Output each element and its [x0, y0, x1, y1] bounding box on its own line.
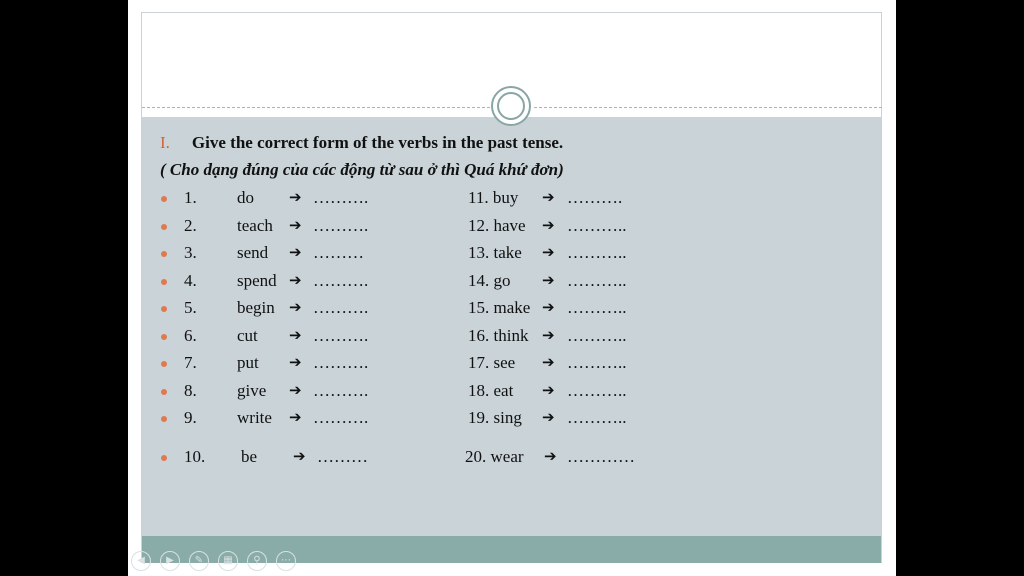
- item-number: 5.: [184, 298, 197, 317]
- answer-blank: ……….: [567, 188, 623, 207]
- bullet-icon: [161, 251, 167, 257]
- arrow-icon: ➔: [542, 353, 555, 371]
- arrow-icon: ➔: [289, 381, 302, 399]
- arrow-icon: ➔: [542, 188, 555, 206]
- exercise-row: [128, 408, 896, 432]
- arrow-icon: ➔: [544, 447, 557, 465]
- bullet-icon: [161, 416, 167, 422]
- arrow-icon: ➔: [542, 271, 555, 289]
- zoom-icon[interactable]: ⚲: [247, 551, 267, 571]
- item-number: 9.: [184, 408, 197, 427]
- item-number: 3.: [184, 243, 197, 262]
- item-right: 19. sing: [468, 408, 522, 427]
- item-right: 15. make: [468, 298, 531, 317]
- answer-blank: ………..: [567, 326, 627, 345]
- exercise-row: [128, 298, 896, 322]
- exercise-row: [128, 188, 896, 212]
- bullet-icon: [161, 455, 167, 461]
- exercise-row: [128, 271, 896, 295]
- bullet-icon: [161, 279, 167, 285]
- heading-number: I.: [160, 133, 170, 152]
- item-verb: begin: [237, 298, 275, 317]
- item-verb: do: [237, 188, 254, 207]
- answer-blank: ……….: [313, 353, 369, 372]
- arrow-icon: ➔: [289, 271, 302, 289]
- bullet-icon: [161, 389, 167, 395]
- slide-heading: [160, 133, 563, 153]
- arrow-icon: ➔: [542, 298, 555, 316]
- exercise-row: [128, 216, 896, 240]
- answer-blank: ……….: [313, 381, 369, 400]
- item-right: 14. go: [468, 271, 511, 290]
- slideshow-nav: [131, 551, 296, 571]
- item-right: 20. wear: [465, 447, 524, 466]
- bullet-icon: [161, 224, 167, 230]
- divider-right: [534, 107, 882, 108]
- item-verb: spend: [237, 271, 277, 290]
- item-right: 16. think: [468, 326, 529, 345]
- bullet-icon: [161, 196, 167, 202]
- answer-blank: ………: [317, 447, 368, 466]
- arrow-icon: ➔: [542, 408, 555, 426]
- previous-icon[interactable]: ◀: [131, 551, 151, 571]
- item-number: 4.: [184, 271, 197, 290]
- circle-ornament: [491, 86, 531, 126]
- answer-blank: ……….: [313, 216, 369, 235]
- item-verb: send: [237, 243, 269, 262]
- arrow-icon: ➔: [289, 353, 302, 371]
- item-number: 6.: [184, 326, 197, 345]
- arrow-icon: ➔: [289, 188, 302, 206]
- slide: [128, 0, 896, 576]
- slide-subtitle: ( Cho dạng đúng của các động từ sau ở thì Quá khứ đơn): [160, 160, 564, 179]
- item-verb: give: [237, 381, 267, 400]
- item-verb: teach: [237, 216, 273, 235]
- answer-blank: ……….: [313, 408, 369, 427]
- arrow-icon: ➔: [542, 216, 555, 234]
- exercise-row: [128, 381, 896, 405]
- answer-blank: ………..: [567, 408, 627, 427]
- item-number: 2.: [184, 216, 197, 235]
- arrow-icon: ➔: [289, 243, 302, 261]
- heading-text: Give the correct form of the verbs in the past tense.: [191, 133, 564, 152]
- answer-blank: ……….: [313, 271, 369, 290]
- item-verb: put: [237, 353, 259, 372]
- arrow-icon: ➔: [542, 243, 555, 261]
- item-verb: write: [237, 408, 272, 427]
- item-right: 18. eat: [468, 381, 514, 400]
- answer-blank: ………..: [567, 298, 627, 317]
- answer-blank: ……….: [313, 298, 369, 317]
- item-number: 8.: [184, 381, 197, 400]
- answer-blank: …………: [567, 447, 635, 466]
- item-number: 10.: [184, 447, 206, 466]
- item-right: 12. have: [468, 216, 526, 235]
- arrow-icon: ➔: [289, 408, 302, 426]
- answer-blank: ……….: [313, 326, 369, 345]
- arrow-icon: ➔: [542, 326, 555, 344]
- bullet-icon: [161, 306, 167, 312]
- item-right: 11. buy: [468, 188, 519, 207]
- item-number: 7.: [184, 353, 197, 372]
- item-verb: cut: [237, 326, 258, 345]
- answer-blank: ……….: [313, 188, 369, 207]
- item-right: 13. take: [468, 243, 522, 262]
- arrow-icon: ➔: [289, 326, 302, 344]
- answer-blank: ………: [313, 243, 364, 262]
- exercise-row: [128, 243, 896, 267]
- arrow-icon: ➔: [289, 298, 302, 316]
- next-icon[interactable]: ▶: [160, 551, 180, 571]
- item-number: 1.: [184, 188, 197, 207]
- arrow-icon: ➔: [293, 447, 306, 465]
- exercise-row: [128, 326, 896, 350]
- bullet-icon: [161, 361, 167, 367]
- answer-blank: ………..: [567, 243, 627, 262]
- item-verb: be: [241, 447, 258, 466]
- item-right: 17. see: [468, 353, 516, 372]
- answer-blank: ………..: [567, 381, 627, 400]
- exercise-row: [128, 353, 896, 377]
- exercise-row: [128, 447, 896, 471]
- answer-blank: ………..: [567, 271, 627, 290]
- pen-icon[interactable]: ✎: [189, 551, 209, 571]
- slides-icon[interactable]: ▦: [218, 551, 238, 571]
- divider-left: [142, 107, 490, 108]
- arrow-icon: ➔: [542, 381, 555, 399]
- arrow-icon: ➔: [289, 216, 302, 234]
- answer-blank: ………..: [567, 216, 627, 235]
- more-icon[interactable]: ⋯: [276, 551, 296, 571]
- bullet-icon: [161, 334, 167, 340]
- answer-blank: ………..: [567, 353, 627, 372]
